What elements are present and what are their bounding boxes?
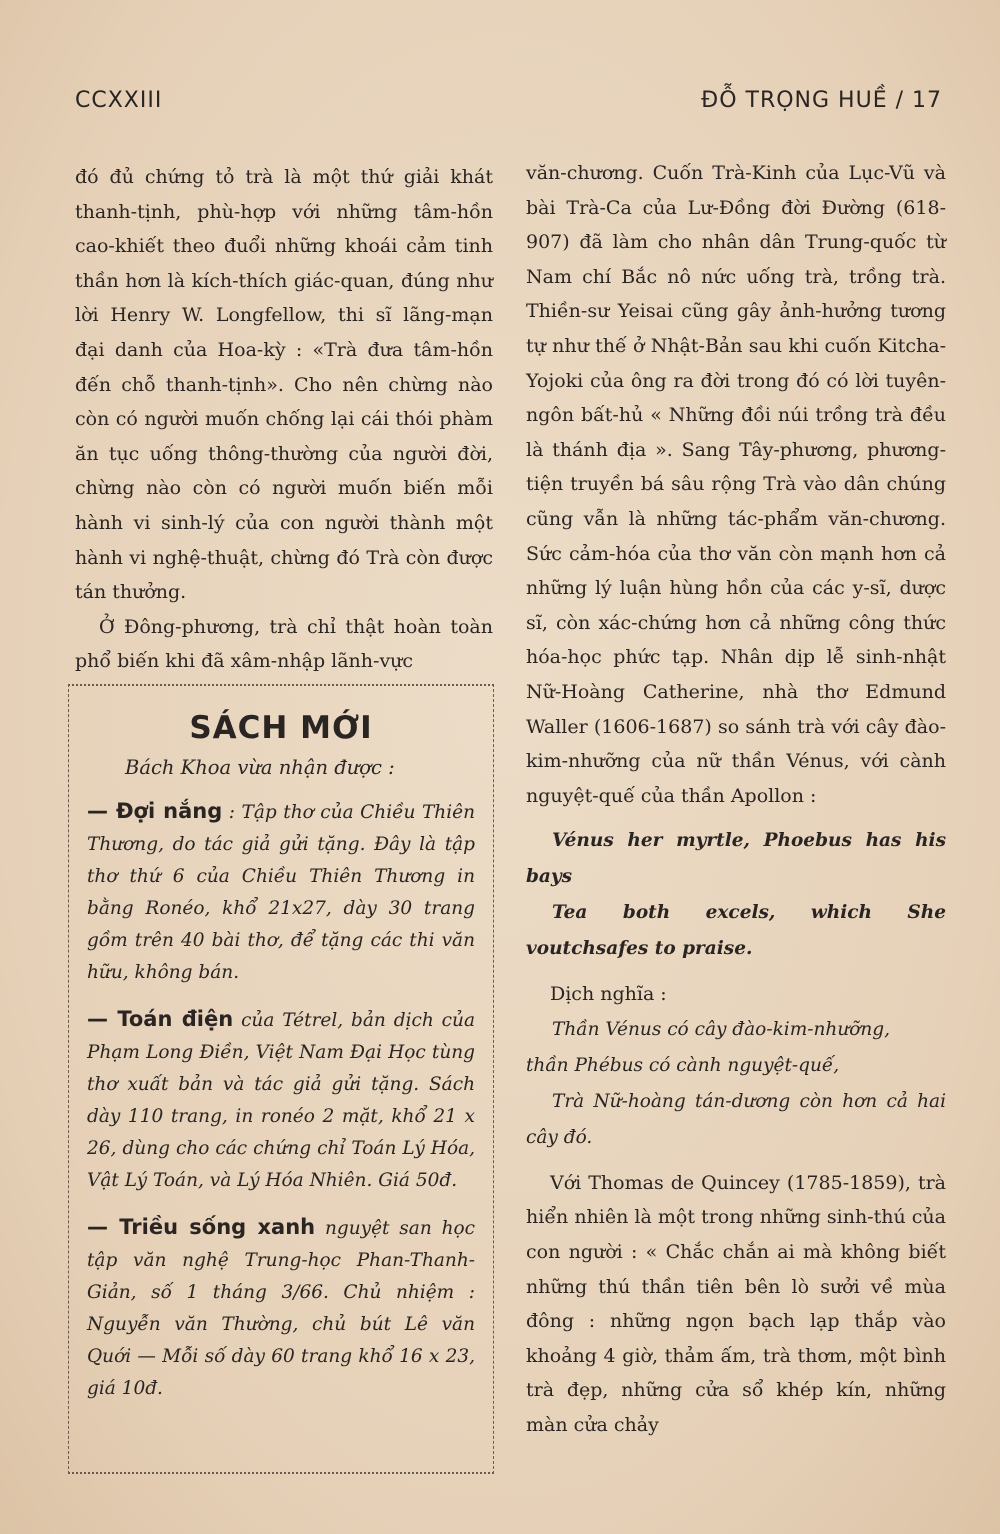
box-title: SÁCH MỚI [189, 710, 373, 746]
left-paragraph-2: Ở Đông-phương, trà chỉ thật hoàn toàn phổ biến khi đã xâm-nhập lãnh-vực [75, 615, 493, 673]
book-title: — Toán điện [87, 1007, 234, 1031]
new-books-box [68, 684, 494, 1474]
right-column [526, 156, 946, 1443]
book-description: : Tập thơ của Chiều Thiên Thương, do tác giả gửi tặng. Đây là tập thơ thứ 6 của Chiều Thiên Thương in bằng Ronéo, khổ 21x27, dày 30 trang gồm trên 40 bài thơ, để tặng các thi văn hữu, không bán. [87, 802, 475, 983]
book-description: nguyệt san học tập văn nghệ Trung-học Phan-Thanh-Giản, số 1 tháng 3/66. Chủ nhiệm : Nguyễn văn Thường, chủ bút Lê văn Quới — Mỗi số dày 60 trang khổ 16 x 23, giá 10đ. [87, 1218, 475, 1399]
page-header [75, 88, 942, 124]
book-description: của Tétrel, bản dịch của Phạm Long Điền, Việt Nam Đại Học tùng thơ xuất bản và tác giả gửi tặng. Sách dày 110 trang, in ronéo 2 mặt, khổ 21 x 26, dùng cho các chứng chỉ Toán Lý Hóa, Vật Lý Toán, và Lý Hóa Nhiên. Giá 50đ. [87, 1010, 475, 1191]
english-poem-line-2: Tea both excels, which She voutchsafes to praise. [526, 902, 946, 960]
right-paragraph-1: văn-chương. Cuốn Trà-Kinh của Lục-Vũ và bài Trà-Ca của Lư-Đồng đời Đường (618-907) đã làm cho nhân dân Trung-quốc từ Nam chí Bắc nô nức uống trà, trồng trà. Thiền-sư Yeisai cũng gây ảnh-hưởng tương tự như thế ở Nhật-Bản sau khi cuốn Kitcha-Yojoki của ông ra đời trong đó có lời tuyên-ngôn bất-hủ « Những đồi núi trồng trà đều là thánh địa ». Sang Tây-phương, phương-tiện truyền bá sâu rộng Trà vào dân chúng cũng vẫn là những tác-phẩm văn-chương. Sức cảm-hóa của thơ văn còn mạnh hơn cả những lý luận hùng hồn của các y-sĩ, dược sĩ, còn xác-chứng hơn cả những công thức hóa-học phức tạp. Nhân dịp lễ sinh-nhật Nữ-Hoàng Catherine, nhà thơ Edmund Waller (1606-1687) so sánh trà với cây đào-kim-nhưỡng của nữ thần Vénus, với cành nguyệt-quế của thần Apollon : [526, 162, 946, 807]
right-paragraph-2: Với Thomas de Quincey (1785-1859), trà hiển nhiên là một trong những sinh-thú của con người : « Chắc chắn ai mà không biết những thú thần tiên bên lò sưởi về mùa đông : những ngọn bạch lạp thắp vào khoảng 4 giờ, thảm ấm, trà thơm, một bình trà đẹp, những cửa sổ khép kín, những màn cửa chảy [526, 1171, 946, 1437]
left-paragraph-1: đó đủ chứng tỏ trà là một thứ giải khát thanh-tịnh, phù-hợp với những tâm-hồn cao-khiết theo đuổi những khoái cảm tinh thần hơn là kích-thích giác-quan, đúng như lời Henry W. Longfellow, thi sĩ lãng-mạn đại danh của Hoa-kỳ : «Trà đưa tâm-hồn đến chỗ thanh-tịnh». Cho nên chừng nào còn có người muốn chống lại cái thói phàm ăn tục uống thông-thường của người đời, chừng nào còn có người muốn biến mỗi hành vi sinh-lý của con người thành một hành vi nghệ-thuật, chừng đó Trà còn được tán thưởng. [75, 166, 493, 604]
book-entry [87, 795, 475, 989]
translation-label: Dịch nghĩa : [550, 983, 667, 1006]
book-entry [87, 1003, 475, 1197]
vietnamese-poem-line-3: Trà Nữ-hoàng tán-dương còn hơn cả hai cây đó. [526, 1090, 946, 1148]
english-poem-line-1: Vénus her myrtle, Phoebus has his bays [526, 830, 946, 888]
issue-number: CCXXIII [75, 88, 163, 113]
book-title: — Đợi nắng [87, 799, 223, 823]
vietnamese-poem-line-1: Thần Vénus có cây đào-kim-nhưỡng, [552, 1018, 891, 1040]
author-page-number: ĐỖ TRỌNG HUỀ / 17 [701, 88, 942, 113]
book-entry [87, 1211, 475, 1405]
book-title: — Triều sống xanh [87, 1215, 316, 1239]
box-subtitle: Bách Khoa vừa nhận được : [125, 756, 395, 779]
left-column [75, 160, 493, 679]
vietnamese-poem-line-2: thần Phébus có cành nguyệt-quế, [526, 1054, 840, 1076]
